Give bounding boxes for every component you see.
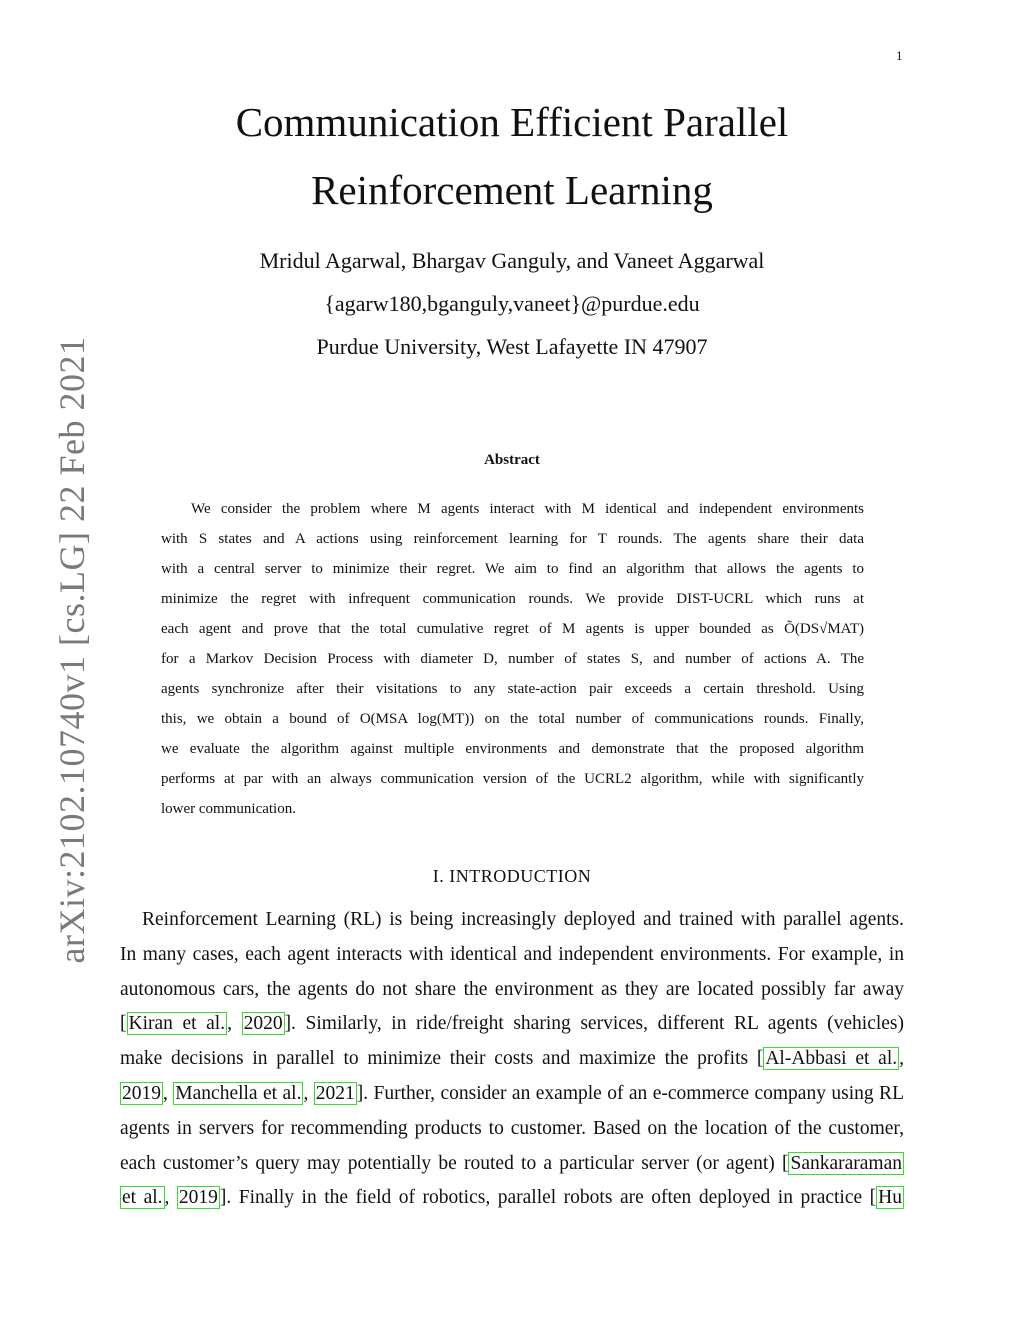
citation-alabbasi-year-link[interactable]: 2019 (122, 1082, 161, 1104)
intro-line-with-citation: each customer’s query may potentially be routed to a particular server (or agent) [ Sankararaman (120, 1152, 902, 1174)
author-affiliation: Purdue University, West Lafayette IN 47907 (316, 334, 708, 359)
abstract-line: with S states and A actions using reinforcement learning for T rounds. The agents share their data (161, 531, 864, 547)
intro-line: autonomous cars, the agents do not share the environment as they are located possibly far away (120, 978, 904, 1000)
title-line-2: Reinforcement Learning (311, 167, 713, 213)
abstract-line: We consider the problem where M agents interact with M identical and independent environments (191, 501, 864, 517)
paper-title (0, 88, 1024, 224)
abstract-heading: Abstract (484, 452, 540, 468)
introduction-body (120, 903, 904, 1216)
intro-line: Reinforcement Learning (RL) is being increasingly deployed and trained with parallel agents. (142, 909, 904, 930)
intro-line: agents in servers for recommending products to customer. Based on the location of the customer, (120, 1117, 904, 1139)
citation-sankararaman-link[interactable]: Sankararaman (790, 1152, 902, 1174)
section-heading-introduction: I. INTRODUCTION (432, 866, 592, 886)
intro-line-with-citation: et al. , 2019 ]. Finally in the field of robotics, parallel robots are often deployed in practice [ Hu (122, 1187, 903, 1209)
abstract-line: for a Markov Decision Process with diameter D, number of states S, and number of actions A. The (161, 651, 864, 667)
citation-sankararaman-year-link[interactable]: 2019 (178, 1187, 218, 1209)
abstract-line: with a central server to minimize their regret. We aim to find an algorithm that allows the agents to (161, 561, 864, 577)
author-emails: {agarw180,bganguly,vaneet}@purdue.edu (324, 291, 700, 316)
citation-sankararaman-link-cont[interactable]: et al. (122, 1187, 163, 1209)
abstract-line: minimize the regret with infrequent communication rounds. We provide DIST-UCRL which runs at (161, 591, 864, 607)
abstract-line: we evaluate the algorithm against multiple environments and demonstrate that the proposed algorithm (161, 741, 864, 757)
abstract-line: this, we obtain a bound of O(MSA log(MT)) on the total number of communications rounds. Finally, (161, 711, 864, 727)
title-line-1: Communication Efficient Parallel (235, 99, 789, 145)
citation-manchella-link[interactable]: Manchella et al. (175, 1082, 302, 1104)
intro-line-with-citation: 2019 , Manchella et al. , 2021 ]. Further, consider an example of an e-commerce company using RL (122, 1082, 904, 1104)
abstract-line: each agent and prove that the total cumulative regret of M agents is upper bounded as Õ(DS√MAT) (161, 621, 864, 637)
author-names: Mridul Agarwal, Bhargav Ganguly, and Vaneet Aggarwal (259, 248, 765, 273)
citation-alabbasi-link[interactable]: Al-Abbasi et al. (765, 1048, 898, 1070)
intro-line-with-citation: [ Kiran et al. , 2020 ]. Similarly, in ride/freight sharing services, different RL agents (vehicles) (120, 1013, 905, 1035)
citation-kiran-year-link[interactable]: 2020 (243, 1013, 283, 1035)
citation-kiran-link[interactable]: Kiran et al. (128, 1013, 226, 1035)
citation-hu-link[interactable]: Hu (878, 1187, 903, 1209)
arxiv-identifier: arXiv:2102.10740v1 [cs.LG] 22 Feb 2021 (52, 336, 92, 964)
intro-line: In many cases, each agent interacts with identical and independent environments. For example, in (120, 943, 904, 965)
abstract-line: lower communication. (161, 801, 296, 817)
citation-manchella-year-link[interactable]: 2021 (315, 1082, 355, 1104)
abstract-line: agents synchronize after their visitations to any state-action pair exceeds a certain threshold. Using (161, 681, 864, 697)
author-block (0, 239, 1024, 368)
abstract-body (161, 494, 864, 824)
page-number: 1 (896, 48, 903, 63)
abstract-line: performs at par with an always communication version of the UCRL2 algorithm, while with significantly (161, 771, 864, 787)
intro-line-with-citation: make decisions in parallel to minimize their costs and maximize the profits [ Al-Abbasi et al. , (120, 1048, 904, 1070)
